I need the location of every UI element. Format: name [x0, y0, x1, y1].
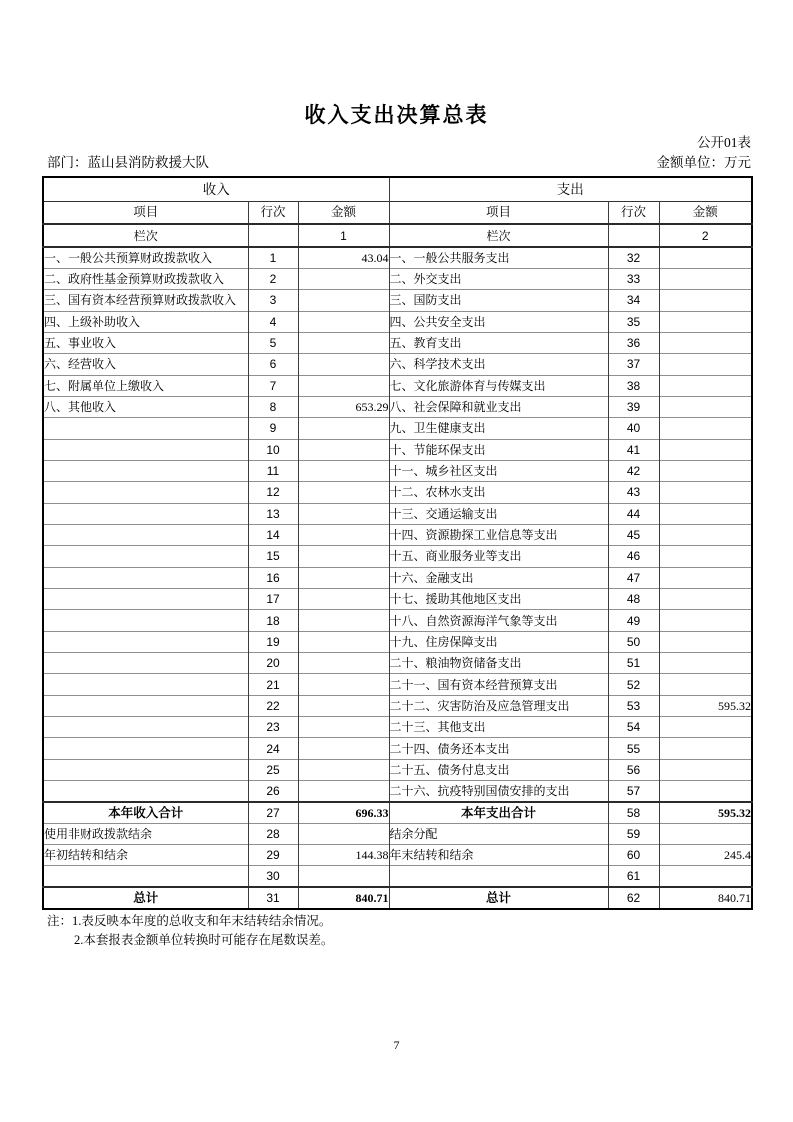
income-item-cell [43, 695, 248, 716]
expense-rownum-cell: 47 [608, 567, 659, 588]
expense-rownum-cell: 55 [608, 738, 659, 759]
expense-rownum-cell: 42 [608, 460, 659, 481]
income-amount-cell [298, 482, 389, 503]
income-column-index-label: 栏次 [43, 224, 248, 247]
table-row [43, 695, 752, 716]
footnote-1: 注：1.表反映本年度的总收支和年末结转结余情况。 [47, 914, 332, 928]
income-amount-cell [298, 503, 389, 524]
table-code-label: 公开01表 [697, 135, 751, 150]
table-row [43, 268, 752, 289]
expense-rownum-cell: 50 [608, 631, 659, 652]
income-amount-cell [298, 674, 389, 695]
table-row [43, 589, 752, 610]
table-row [43, 567, 752, 588]
expense-item-cell: 十一、城乡社区支出 [389, 460, 608, 481]
income-item-cell [43, 567, 248, 588]
table-row [43, 546, 752, 567]
income-item-header: 项目 [43, 201, 248, 224]
expense-rownum-cell: 62 [608, 887, 659, 908]
expense-amount-cell: 595.32 [659, 802, 752, 823]
expense-amount-header: 金额 [659, 201, 752, 224]
expense-rownum-cell: 43 [608, 482, 659, 503]
expense-rownum-cell: 45 [608, 524, 659, 545]
expense-amount-cell [659, 290, 752, 311]
expense-item-header: 项目 [389, 201, 608, 224]
income-amount-header: 金额 [298, 201, 389, 224]
income-item-cell: 四、上级补助收入 [43, 311, 248, 332]
expense-rownum-cell: 61 [608, 866, 659, 887]
income-amount-cell [298, 695, 389, 716]
expense-item-cell: 十、节能环保支出 [389, 439, 608, 460]
income-rownum-cell: 14 [248, 524, 298, 545]
income-amount-cell [298, 332, 389, 353]
expense-amount-cell: 840.71 [659, 887, 752, 908]
income-amount-cell: 696.33 [298, 802, 389, 823]
income-amount-cell [298, 439, 389, 460]
expense-amount-cell [659, 247, 752, 268]
column-index-row [43, 224, 752, 247]
income-item-cell [43, 738, 248, 759]
expense-item-cell: 十二、农林水支出 [389, 482, 608, 503]
expense-amount-cell [659, 332, 752, 353]
table-row [43, 439, 752, 460]
table-row [43, 354, 752, 375]
meta-line [47, 151, 751, 171]
unit-label: 金额单位：万元 [656, 155, 751, 170]
expense-amount-cell [659, 823, 752, 844]
table-row [43, 503, 752, 524]
expense-amount-cell [659, 546, 752, 567]
expense-rownum-cell: 48 [608, 589, 659, 610]
table-row [43, 482, 752, 503]
expense-amount-cell [659, 759, 752, 780]
income-amount-cell [298, 823, 389, 844]
table-row [43, 717, 752, 738]
expense-item-cell: 六、科学技术支出 [389, 354, 608, 375]
income-item-cell [43, 524, 248, 545]
expense-item-cell: 二、外交支出 [389, 268, 608, 289]
income-item-cell [43, 503, 248, 524]
expense-item-cell: 一、一般公共服务支出 [389, 247, 608, 268]
expense-item-cell: 十四、资源勘探工业信息等支出 [389, 524, 608, 545]
table-row [43, 290, 752, 311]
income-rownum-cell: 3 [248, 290, 298, 311]
income-item-cell [43, 482, 248, 503]
expense-rownum-cell: 54 [608, 717, 659, 738]
income-rownum-cell: 20 [248, 653, 298, 674]
income-rownum-cell: 29 [248, 845, 298, 866]
expense-item-cell: 十五、商业服务业等支出 [389, 546, 608, 567]
income-item-cell [43, 546, 248, 567]
income-item-cell: 七、附属单位上缴收入 [43, 375, 248, 396]
income-item-cell [43, 589, 248, 610]
expense-rownum-cell: 46 [608, 546, 659, 567]
table-row [43, 738, 752, 759]
income-amount-cell [298, 418, 389, 439]
income-amount-cell [298, 631, 389, 652]
income-amount-cell [298, 738, 389, 759]
expense-rownum-cell: 51 [608, 653, 659, 674]
expense-amount-cell [659, 418, 752, 439]
table-row [43, 674, 752, 695]
income-rownum-cell: 2 [248, 268, 298, 289]
section-header-row [43, 177, 752, 201]
expense-rownum-cell: 40 [608, 418, 659, 439]
income-amount-cell [298, 610, 389, 631]
table-row [43, 460, 752, 481]
expense-amount-cell [659, 717, 752, 738]
income-amount-cell [298, 290, 389, 311]
table-body [43, 177, 752, 909]
expense-rownum-cell: 58 [608, 802, 659, 823]
income-item-cell: 年初结转和结余 [43, 845, 248, 866]
income-rownum-cell: 15 [248, 546, 298, 567]
expense-rownum-cell: 34 [608, 290, 659, 311]
income-item-cell: 六、经营收入 [43, 354, 248, 375]
income-rownum-cell: 23 [248, 717, 298, 738]
expense-item-cell: 十三、交通运输支出 [389, 503, 608, 524]
income-item-cell: 总计 [43, 887, 248, 908]
income-rownum-cell: 24 [248, 738, 298, 759]
income-rownum-cell: 7 [248, 375, 298, 396]
income-rownum-cell: 10 [248, 439, 298, 460]
expense-rownum-cell: 39 [608, 396, 659, 417]
expense-rownum-cell: 56 [608, 759, 659, 780]
income-item-cell [43, 631, 248, 652]
income-column-index-empty [248, 224, 298, 247]
expense-rownum-cell: 57 [608, 781, 659, 802]
income-amount-cell [298, 866, 389, 887]
income-item-cell: 三、国有资本经营预算财政拨款收入 [43, 290, 248, 311]
income-rownum-cell: 30 [248, 866, 298, 887]
expense-amount-cell [659, 482, 752, 503]
table-row [43, 653, 752, 674]
table-row [43, 866, 752, 887]
income-amount-cell [298, 717, 389, 738]
expense-item-cell: 七、文化旅游体育与传媒支出 [389, 375, 608, 396]
footnote-2: 2.本套报表金额单位转换时可能存在尾数误差。 [74, 933, 334, 947]
expense-amount-cell [659, 268, 752, 289]
income-item-cell [43, 439, 248, 460]
expense-amount-cell [659, 439, 752, 460]
income-rownum-header: 行次 [248, 201, 298, 224]
expense-rownum-cell: 60 [608, 845, 659, 866]
income-amount-cell: 144.38 [298, 845, 389, 866]
expense-item-cell: 二十四、债务还本支出 [389, 738, 608, 759]
income-rownum-cell: 19 [248, 631, 298, 652]
expense-item-cell: 十九、住房保障支出 [389, 631, 608, 652]
table-row [43, 418, 752, 439]
table-row [43, 781, 752, 802]
expense-amount-cell [659, 866, 752, 887]
table-row [43, 823, 752, 844]
income-item-cell: 一、一般公共预算财政拨款收入 [43, 247, 248, 268]
income-rownum-cell: 12 [248, 482, 298, 503]
expense-amount-cell [659, 610, 752, 631]
table-row [43, 610, 752, 631]
expense-amount-cell [659, 460, 752, 481]
income-item-cell [43, 759, 248, 780]
income-amount-cell [298, 546, 389, 567]
expense-item-cell: 二十六、抗疫特别国债安排的支出 [389, 781, 608, 802]
expense-rownum-cell: 38 [608, 375, 659, 396]
expense-item-cell: 五、教育支出 [389, 332, 608, 353]
income-section-header: 收入 [43, 177, 389, 201]
income-rownum-cell: 31 [248, 887, 298, 908]
income-rownum-cell: 6 [248, 354, 298, 375]
expense-rownum-cell: 44 [608, 503, 659, 524]
column-header-row [43, 201, 752, 224]
expense-amount-cell [659, 567, 752, 588]
table-row [43, 524, 752, 545]
income-rownum-cell: 26 [248, 781, 298, 802]
expense-item-cell: 二十、粮油物资储备支出 [389, 653, 608, 674]
expense-amount-cell [659, 524, 752, 545]
income-amount-cell [298, 567, 389, 588]
income-rownum-cell: 9 [248, 418, 298, 439]
budget-summary-table [42, 176, 753, 910]
expense-amount-cell [659, 674, 752, 695]
income-amount-cell: 653.29 [298, 396, 389, 417]
income-item-cell [43, 460, 248, 481]
expense-column-index-empty [608, 224, 659, 247]
expense-rownum-cell: 36 [608, 332, 659, 353]
income-amount-cell [298, 781, 389, 802]
expense-amount-cell [659, 781, 752, 802]
expense-amount-cell [659, 653, 752, 674]
expense-column-number: 2 [659, 224, 752, 247]
income-amount-cell [298, 589, 389, 610]
income-rownum-cell: 27 [248, 802, 298, 823]
expense-rownum-cell: 35 [608, 311, 659, 332]
expense-item-cell: 十六、金融支出 [389, 567, 608, 588]
income-rownum-cell: 11 [248, 460, 298, 481]
income-rownum-cell: 25 [248, 759, 298, 780]
table-row [43, 332, 752, 353]
income-item-cell: 二、政府性基金预算财政拨款收入 [43, 268, 248, 289]
expense-rownum-header: 行次 [608, 201, 659, 224]
expense-item-cell: 九、卫生健康支出 [389, 418, 608, 439]
expense-amount-cell [659, 738, 752, 759]
page-number: 7 [393, 1038, 400, 1052]
expense-rownum-cell: 49 [608, 610, 659, 631]
income-item-cell: 五、事业收入 [43, 332, 248, 353]
income-item-cell [43, 717, 248, 738]
income-rownum-cell: 1 [248, 247, 298, 268]
expense-amount-cell [659, 631, 752, 652]
expense-amount-cell [659, 354, 752, 375]
expense-amount-cell [659, 503, 752, 524]
income-rownum-cell: 21 [248, 674, 298, 695]
table-row [43, 375, 752, 396]
income-amount-cell [298, 524, 389, 545]
income-rownum-cell: 13 [248, 503, 298, 524]
expense-amount-cell: 245.4 [659, 845, 752, 866]
expense-rownum-cell: 32 [608, 247, 659, 268]
expense-rownum-cell: 52 [608, 674, 659, 695]
expense-section-header: 支出 [389, 177, 752, 201]
income-column-number: 1 [298, 224, 389, 247]
income-amount-cell [298, 460, 389, 481]
expense-item-cell: 年末结转和结余 [389, 845, 608, 866]
expense-amount-cell [659, 589, 752, 610]
department-label: 部门：蓝山县消防救援大队 [47, 155, 209, 170]
income-amount-cell [298, 375, 389, 396]
table-row [43, 802, 752, 823]
income-item-cell [43, 653, 248, 674]
table-row [43, 247, 752, 268]
expense-item-cell: 二十二、灾害防治及应急管理支出 [389, 695, 608, 716]
page-title: 收入支出决算总表 [304, 104, 489, 127]
expense-item-cell: 本年支出合计 [389, 802, 608, 823]
expense-item-cell [389, 866, 608, 887]
income-amount-cell: 840.71 [298, 887, 389, 908]
income-item-cell [43, 418, 248, 439]
income-item-cell [43, 781, 248, 802]
expense-item-cell: 八、社会保障和就业支出 [389, 396, 608, 417]
table-row [43, 845, 752, 866]
expense-item-cell: 二十一、国有资本经营预算支出 [389, 674, 608, 695]
table-row [43, 887, 752, 908]
income-rownum-cell: 16 [248, 567, 298, 588]
income-rownum-cell: 22 [248, 695, 298, 716]
income-rownum-cell: 17 [248, 589, 298, 610]
income-amount-cell [298, 653, 389, 674]
expense-item-cell: 总计 [389, 887, 608, 908]
table-row [43, 311, 752, 332]
income-item-cell: 八、其他收入 [43, 396, 248, 417]
expense-amount-cell [659, 396, 752, 417]
income-item-cell [43, 610, 248, 631]
table-row [43, 759, 752, 780]
income-item-cell [43, 674, 248, 695]
income-item-cell: 本年收入合计 [43, 802, 248, 823]
expense-rownum-cell: 59 [608, 823, 659, 844]
expense-rownum-cell: 33 [608, 268, 659, 289]
income-item-cell: 使用非财政拨款结余 [43, 823, 248, 844]
income-amount-cell [298, 268, 389, 289]
table-row [43, 396, 752, 417]
income-rownum-cell: 4 [248, 311, 298, 332]
expense-item-cell: 十七、援助其他地区支出 [389, 589, 608, 610]
expense-rownum-cell: 41 [608, 439, 659, 460]
income-rownum-cell: 5 [248, 332, 298, 353]
income-amount-cell [298, 759, 389, 780]
expense-item-cell: 十八、自然资源海洋气象等支出 [389, 610, 608, 631]
expense-rownum-cell: 37 [608, 354, 659, 375]
income-amount-cell: 43.04 [298, 247, 389, 268]
income-rownum-cell: 8 [248, 396, 298, 417]
income-rownum-cell: 18 [248, 610, 298, 631]
expense-item-cell: 三、国防支出 [389, 290, 608, 311]
expense-item-cell: 结余分配 [389, 823, 608, 844]
table-row [43, 631, 752, 652]
income-amount-cell [298, 354, 389, 375]
expense-item-cell: 二十三、其他支出 [389, 717, 608, 738]
income-amount-cell [298, 311, 389, 332]
expense-amount-cell [659, 375, 752, 396]
expense-column-index-label: 栏次 [389, 224, 608, 247]
footnotes [47, 912, 333, 950]
income-rownum-cell: 28 [248, 823, 298, 844]
expense-item-cell: 四、公共安全支出 [389, 311, 608, 332]
expense-item-cell: 二十五、债务付息支出 [389, 759, 608, 780]
expense-amount-cell [659, 311, 752, 332]
expense-amount-cell: 595.32 [659, 695, 752, 716]
expense-rownum-cell: 53 [608, 695, 659, 716]
income-item-cell [43, 866, 248, 887]
